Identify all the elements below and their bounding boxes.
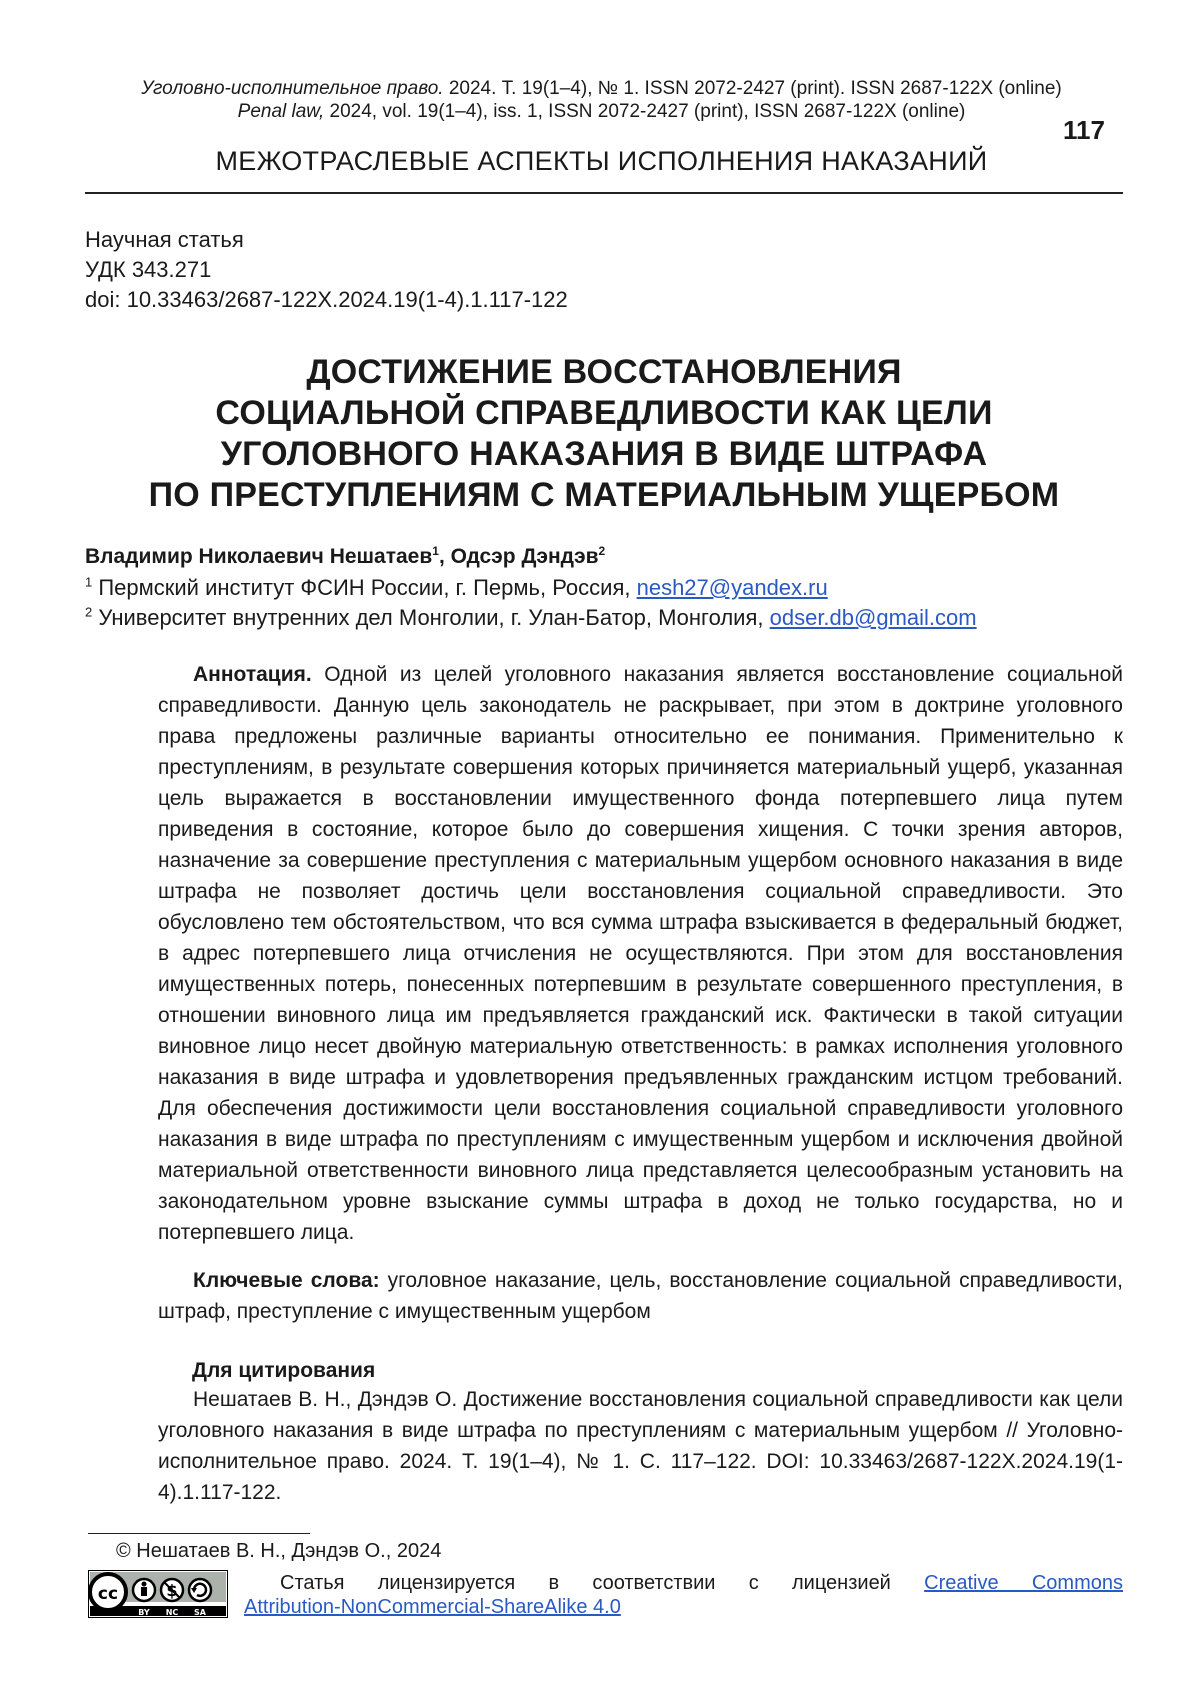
cc-sa-label: SA xyxy=(194,1608,207,1617)
doi: doi: 10.33463/2687-122X.2024.19(1-4).1.117-122 xyxy=(85,285,568,315)
affiliation xyxy=(85,575,828,601)
license-prefix: Статья лицензируется в соответствии с лицензией xyxy=(280,1572,924,1594)
journal-name-ru: Уголовно-исполнительное право. xyxy=(141,78,443,99)
page-number: 117 xyxy=(1063,115,1105,146)
affiliation-mark: 2 xyxy=(85,605,92,620)
license-link[interactable]: Creative Commons xyxy=(924,1572,1123,1594)
section-title: МЕЖОТРАСЛЕВЫЕ АСПЕКТЫ ИСПОЛНЕНИЯ НАКАЗАНИЙ xyxy=(80,146,1123,177)
title-line: ДОСТИЖЕНИЕ ВОССТАНОВЛЕНИЯ xyxy=(85,352,1123,393)
journal-citation-line-en xyxy=(80,100,1123,123)
email-link[interactable]: nesh27@yandex.ru xyxy=(637,575,828,600)
article-title xyxy=(85,352,1123,516)
title-line: СОЦИАЛЬНОЙ СПРАВЕДЛИВОСТИ КАК ЦЕЛИ xyxy=(85,393,1123,434)
journal-name-en: Penal law, xyxy=(238,101,325,122)
author-name: Владимир Николаевич Нешатаев xyxy=(85,545,432,568)
author-name: Одсэр Дэндэв xyxy=(451,545,599,568)
article-type: Научная статья xyxy=(85,225,244,255)
license-statement xyxy=(280,1572,1123,1595)
footnote-divider xyxy=(88,1533,310,1534)
citation-heading: Для цитирования xyxy=(192,1359,375,1383)
udc-code: УДК 343.271 xyxy=(85,255,211,285)
affiliation xyxy=(85,605,977,631)
abstract-label: Аннотация. xyxy=(193,663,312,686)
affiliation-text: Университет внутренних дел Монголии, г. Улан-Батор, Монголия, xyxy=(92,605,769,630)
affiliation-text: Пермский институт ФСИН России, г. Пермь, Россия, xyxy=(92,575,636,600)
abstract-text: Одной из целей уголовного наказания является восстановление социальной справедливости. Данную цель законодатель не раскрывает, при этом в доктрине уголовного права предложены различные варианты относительно ее понимания. Применительно к преступлениям, в результате совершения которых причиняется материальный ущерб, указанная цель выражается в восстановлении имущественного фонда потерпевшего лица путем приведения в состояние, которое было до совершения хищения. С точки зрения авторов, назначение за совершение преступления с материальным ущербом основного наказания в виде штрафа не позволяет достичь цели восстановления социальной справедливости. Это обусловлено тем обстоятельством, что вся сумма штрафа взыскивается в федеральный бюджет, в адрес потерпевшего лица отчисления не осуществляются. При этом для восстановления имущественных потерь, понесенных потерпевшим в результате совершенного преступления, в отношении виновного лица им предъявляется гражданский иск. Фактически в такой ситуации виновное лицо несет двойную материальную ответственность: в рамках исполнения уголовного наказания в виде штрафа и удовлетворения предъявленных гражданским истцом требований. Для обеспечения достижимости цели восстановления социальной справедливости уголовного наказания в виде штрафа по преступлениям с имущественным ущербом и исключения двойной материальной ответственности виновного лица представляется целесообразным установить на законодательном уровне взыскание суммы штрафа в доход не только государства, но и потерпевшего лица. xyxy=(158,663,1123,1244)
journal-issue-en: 2024, vol. 19(1–4), iss. 1, ISSN 2072-2427 (print), ISSN 2687-122X (online) xyxy=(324,101,965,122)
citation-text: Нешатаев В. Н., Дэндэв О. Достижение восстановления социальной справедливости как цели уголовного наказания в виде штрафа по преступлениям с материальным ущербом // Уголовно-исполнительное право. 2024. Т. 19(1–4), № 1. С. 117–122. DOI: 10.33463/2687-122X.2024.19(1-4).1.117-122. xyxy=(158,1384,1123,1508)
cc-by-nc-sa-icon xyxy=(88,1570,228,1618)
affiliation-mark: 1 xyxy=(85,575,92,590)
journal-citation-line-ru xyxy=(80,77,1123,100)
title-line: ПО ПРЕСТУПЛЕНИЯМ С МАТЕРИАЛЬНЫМ УЩЕРБОМ xyxy=(85,475,1123,516)
copyright: © Нешатаев В. Н., Дэндэв О., 2024 xyxy=(116,1540,441,1563)
title-line: УГОЛОВНОГО НАКАЗАНИЯ В ВИДЕ ШТРАФА xyxy=(85,434,1123,475)
license-link[interactable]: Attribution-NonCommercial-ShareAlike 4.0 xyxy=(244,1596,621,1618)
author-separator: , xyxy=(439,545,451,568)
journal-issue-ru: 2024. Т. 19(1–4), № 1. ISSN 2072-2427 (print). ISSN 2687-122X (online) xyxy=(444,78,1062,99)
affiliation-mark: 1 xyxy=(432,544,439,558)
license-statement-continued xyxy=(244,1596,621,1619)
cc-nc-label: NC xyxy=(166,1608,179,1617)
cc-by-label: BY xyxy=(138,1608,150,1617)
authors xyxy=(85,545,605,569)
keywords-text: уголовное наказание, цель, восстановление социальной справедливости, штраф, преступление с имущественным ущербом xyxy=(158,1269,1123,1323)
header-divider xyxy=(85,192,1123,194)
keywords-label: Ключевые слова: xyxy=(193,1269,380,1292)
keywords xyxy=(158,1265,1123,1327)
svg-text:cc: cc xyxy=(98,1584,118,1604)
abstract xyxy=(158,659,1123,1248)
affiliation-mark: 2 xyxy=(599,544,606,558)
email-link[interactable]: odser.db@gmail.com xyxy=(770,605,977,630)
